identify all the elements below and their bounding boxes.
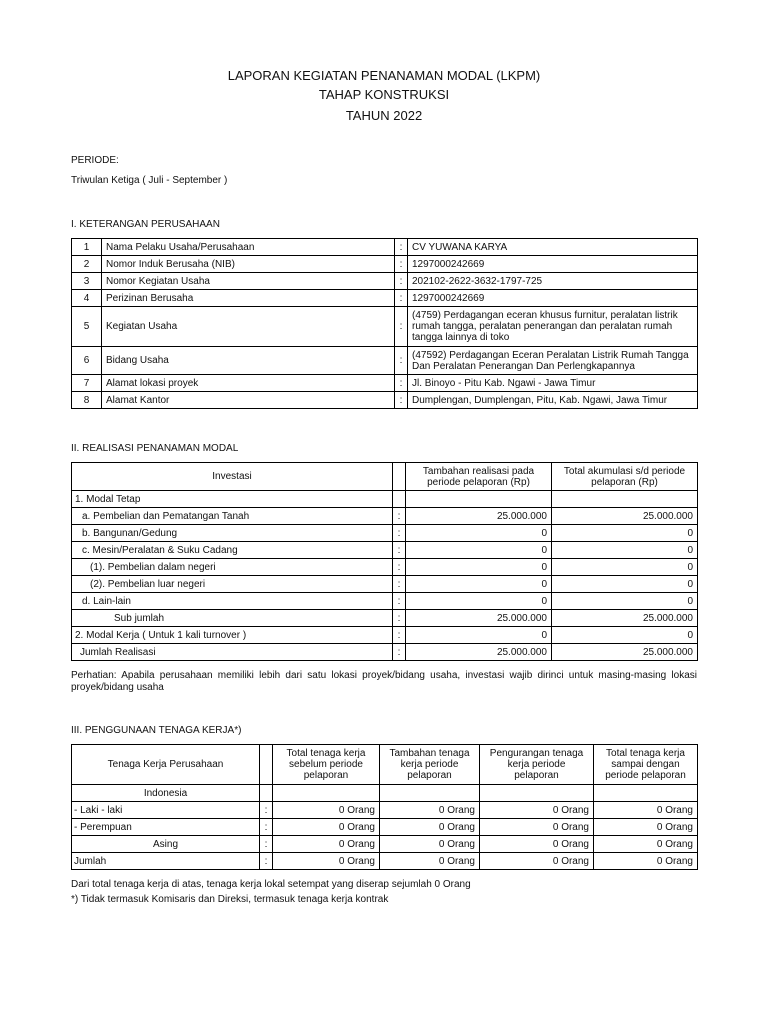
row-number: 8: [72, 392, 102, 409]
sampai-value: 0 Orang: [594, 836, 698, 853]
row-number: 4: [72, 290, 102, 307]
header-sampai: Total tenaga kerja sampai dengan periode pelaporan: [594, 745, 698, 785]
separator: :: [395, 290, 408, 307]
row-number: 1: [72, 239, 102, 256]
header-total: Total akumulasi s/d periode pelaporan (Rp): [552, 463, 698, 491]
header-investasi: Investasi: [72, 463, 393, 491]
field-label: Kegiatan Usaha: [102, 307, 395, 347]
empty-cell: [406, 491, 552, 508]
sebelum-value: 0 Orang: [273, 819, 380, 836]
workforce-table: [71, 744, 698, 870]
empty-cell: [594, 785, 698, 802]
table-row: [72, 610, 698, 627]
table-row: [72, 347, 698, 375]
table-row: [72, 542, 698, 559]
header-tambahan: Tambahan tenaga kerja periode pelaporan: [380, 745, 480, 785]
sebelum-value: 0 Orang: [273, 853, 380, 870]
tambahan-value: 0 Orang: [380, 802, 480, 819]
tambahan-value: 0: [406, 559, 552, 576]
row-label: b. Bangunan/Gedung: [72, 525, 393, 542]
row-label: Sub jumlah: [72, 610, 393, 627]
field-label: Alamat Kantor: [102, 392, 395, 409]
footnote: *) Tidak termasuk Komisaris dan Direksi, termasuk tenaga kerja kontrak: [71, 894, 389, 905]
total-value: 25.000.000: [552, 508, 698, 525]
business-activity-value: (4759) Perdagangan eceran khusus furnitur, peralatan listrik rumah tangga, peralatan penerangan dan peralatan rumah tangga lainnya di toko: [408, 307, 698, 347]
row-number: 2: [72, 256, 102, 273]
report-stage: TAHAP KONSTRUKSI: [318, 87, 450, 102]
separator: :: [395, 375, 408, 392]
row-label: Asing: [72, 836, 260, 853]
section2-title: II. REALISASI PENANAMAN MODAL: [71, 443, 239, 454]
table-row: [72, 836, 698, 853]
row-label: - Perempuan: [72, 819, 260, 836]
empty-cell: [552, 491, 698, 508]
row-label: (2). Pembelian luar negeri: [72, 576, 393, 593]
total-value: 0: [552, 559, 698, 576]
row-number: 6: [72, 347, 102, 375]
table-row: [72, 375, 698, 392]
tambahan-value: 0: [406, 627, 552, 644]
total-value: 25.000.000: [552, 644, 698, 661]
indonesia-label: Indonesia: [72, 785, 260, 802]
header-tambahan: Tambahan realisasi pada periode pelaporan (Rp): [406, 463, 552, 491]
sebelum-value: 0 Orang: [273, 836, 380, 853]
table-row: [72, 290, 698, 307]
tambahan-value: 0: [406, 576, 552, 593]
business-field-value: (47592) Perdagangan Eceran Peralatan Listrik Rumah Tangga Dan Peralatan Penerangan Dan Perlengkapannya: [408, 347, 698, 375]
tambahan-value: 0: [406, 542, 552, 559]
separator: :: [393, 610, 406, 627]
separator: [393, 491, 406, 508]
sampai-value: 0 Orang: [594, 819, 698, 836]
pengurangan-value: 0 Orang: [480, 836, 594, 853]
total-value: 0: [552, 542, 698, 559]
table-row: [72, 307, 698, 347]
table-row: [72, 853, 698, 870]
total-value: 0: [552, 576, 698, 593]
table-row: [72, 593, 698, 610]
row-label: Jumlah Realisasi: [72, 644, 393, 661]
total-value: 0: [552, 627, 698, 644]
separator: [393, 463, 406, 491]
row-label: 2. Modal Kerja ( Untuk 1 kali turnover ): [72, 627, 393, 644]
office-address-value: Dumplengan, Dumplengan, Pitu, Kab. Ngawi, Jawa Timur: [408, 392, 698, 409]
tambahan-value: 0: [406, 525, 552, 542]
pengurangan-value: 0 Orang: [480, 802, 594, 819]
tambahan-value: 25.000.000: [406, 644, 552, 661]
table-row: [72, 273, 698, 290]
table-header-row: [72, 463, 698, 491]
table-row: [72, 627, 698, 644]
total-value: 25.000.000: [552, 610, 698, 627]
project-address-value: Jl. Binoyo - Pitu Kab. Ngawi - Jawa Timur: [408, 375, 698, 392]
row-label: d. Lain-lain: [72, 593, 393, 610]
table-row: [72, 802, 698, 819]
field-label: Nomor Kegiatan Usaha: [102, 273, 395, 290]
separator: :: [395, 347, 408, 375]
table-row: [72, 644, 698, 661]
pengurangan-value: 0 Orang: [480, 819, 594, 836]
table-row: [72, 819, 698, 836]
company-info-table: [71, 238, 698, 409]
table-row: [72, 559, 698, 576]
report-title: LAPORAN KEGIATAN PENANAMAN MODAL (LKPM): [227, 68, 541, 83]
header-sebelum: Total tenaga kerja sebelum periode pelaporan: [273, 745, 380, 785]
row-label: Jumlah: [72, 853, 260, 870]
section1-title: I. KETERANGAN PERUSAHAAN: [71, 219, 220, 230]
total-value: 0: [552, 525, 698, 542]
separator: :: [395, 273, 408, 290]
nib-value: 1297000242669: [408, 256, 698, 273]
separator: :: [393, 627, 406, 644]
separator: :: [395, 256, 408, 273]
field-label: Nama Pelaku Usaha/Perusahaan: [102, 239, 395, 256]
separator: [260, 785, 273, 802]
separator: :: [393, 508, 406, 525]
investment-table: [71, 462, 698, 661]
separator: :: [393, 644, 406, 661]
table-row: [72, 256, 698, 273]
row-label: (1). Pembelian dalam negeri: [72, 559, 393, 576]
separator: :: [393, 576, 406, 593]
section3-title: III. PENGGUNAAN TENAGA KERJA*): [71, 725, 242, 736]
separator: :: [393, 593, 406, 610]
separator: :: [260, 802, 273, 819]
separator: :: [395, 392, 408, 409]
report-year: TAHUN 2022: [345, 108, 423, 123]
field-label: Bidang Usaha: [102, 347, 395, 375]
tambahan-value: 0 Orang: [380, 836, 480, 853]
sebelum-value: 0 Orang: [273, 802, 380, 819]
row-label: c. Mesin/Peralatan & Suku Cadang: [72, 542, 393, 559]
license-value: 1297000242669: [408, 290, 698, 307]
table-row: [72, 785, 698, 802]
sampai-value: 0 Orang: [594, 802, 698, 819]
separator: :: [260, 819, 273, 836]
activity-number-value: 202102-2622-3632-1797-725: [408, 273, 698, 290]
row-number: 3: [72, 273, 102, 290]
field-label: Nomor Induk Berusaha (NIB): [102, 256, 395, 273]
tambahan-value: 25.000.000: [406, 508, 552, 525]
tambahan-value: 25.000.000: [406, 610, 552, 627]
table-row: [72, 491, 698, 508]
company-name-value: CV YUWANA KARYA: [408, 239, 698, 256]
table-header-row: [72, 745, 698, 785]
header-tenaga: Tenaga Kerja Perusahaan: [72, 745, 260, 785]
separator: :: [260, 853, 273, 870]
separator: :: [260, 836, 273, 853]
sampai-value: 0 Orang: [594, 853, 698, 870]
separator: :: [393, 525, 406, 542]
separator: :: [393, 542, 406, 559]
row-label: - Laki - laki: [72, 802, 260, 819]
table-row: [72, 239, 698, 256]
separator: :: [393, 559, 406, 576]
table-row: [72, 392, 698, 409]
row-number: 5: [72, 307, 102, 347]
tambahan-value: 0 Orang: [380, 819, 480, 836]
separator: :: [395, 239, 408, 256]
periode-label: PERIODE:: [71, 155, 119, 166]
modal-tetap-label: 1. Modal Tetap: [72, 491, 393, 508]
total-value: 0: [552, 593, 698, 610]
empty-cell: [380, 785, 480, 802]
row-number: 7: [72, 375, 102, 392]
row-label: a. Pembelian dan Pematangan Tanah: [72, 508, 393, 525]
tambahan-value: 0 Orang: [380, 853, 480, 870]
separator: [260, 745, 273, 785]
periode-value: Triwulan Ketiga ( Juli - September ): [71, 175, 228, 186]
local-workforce-note: Dari total tenaga kerja di atas, tenaga kerja lokal setempat yang diserap sejumlah 0 Orang: [71, 879, 471, 890]
investment-note: Perhatian: Apabila perusahaan memiliki lebih dari satu lokasi proyek/bidang usaha, investasi wajib dirinci untuk masing-masing lokasi proyek/bidang usaha: [71, 670, 697, 693]
pengurangan-value: 0 Orang: [480, 853, 594, 870]
tambahan-value: 0: [406, 593, 552, 610]
header-pengurangan: Pengurangan tenaga kerja periode pelaporan: [480, 745, 594, 785]
separator: :: [395, 307, 408, 347]
field-label: Perizinan Berusaha: [102, 290, 395, 307]
empty-cell: [480, 785, 594, 802]
field-label: Alamat lokasi proyek: [102, 375, 395, 392]
table-row: [72, 576, 698, 593]
table-row: [72, 525, 698, 542]
table-row: [72, 508, 698, 525]
empty-cell: [273, 785, 380, 802]
